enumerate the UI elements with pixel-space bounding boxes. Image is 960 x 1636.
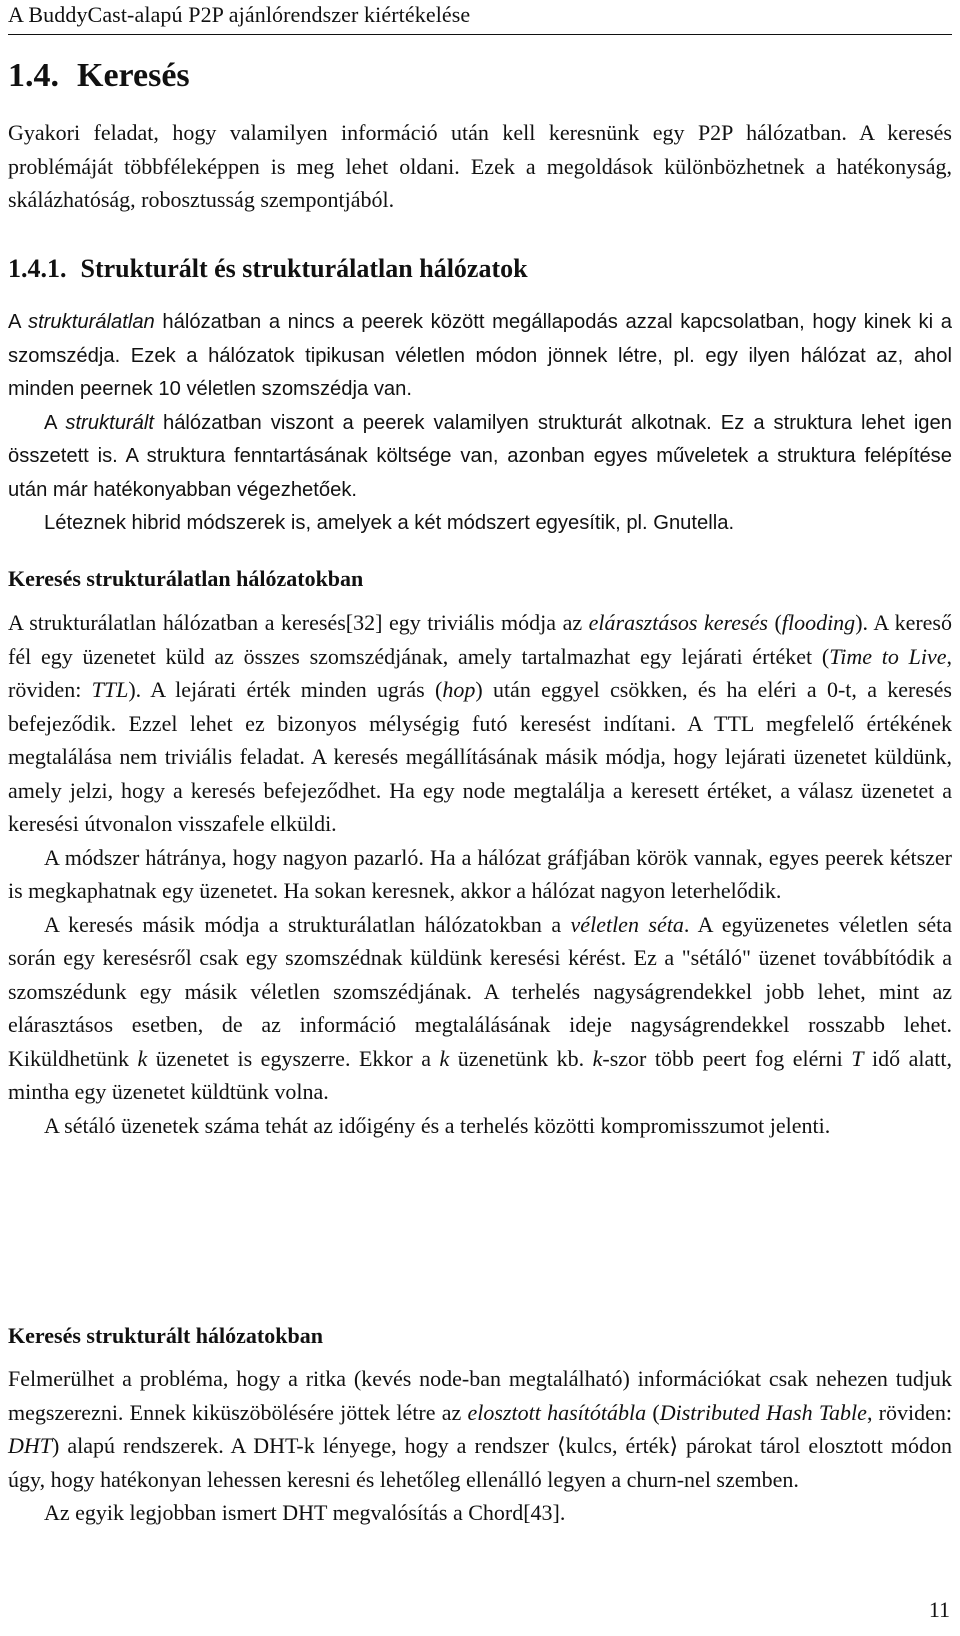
heading-structured-search: Keresés strukturált hálózatokban: [8, 1323, 323, 1348]
emphasis: hop: [442, 677, 476, 702]
section-intro: [8, 116, 952, 217]
emphasis: TTL: [91, 677, 129, 702]
document-page: [8, 0, 952, 1636]
emphasis: elárasztásos keresés: [588, 610, 768, 635]
section-title-text: Keresés: [77, 57, 190, 94]
emphasis: DHT: [8, 1433, 53, 1458]
math-symbol: k: [592, 1045, 603, 1071]
running-header: A BuddyCast-alapú P2P ajánlórendszer kiértékelése: [8, 2, 471, 27]
unstructured-search-body: [8, 606, 952, 1142]
text-run: A: [8, 311, 28, 333]
math-symbol: k: [439, 1045, 450, 1071]
emphasis: flooding: [781, 610, 856, 635]
paragraph-drawback: A módszer hátránya, hogy nagyon pazarló. Ha a hálózat gráfjában körök vannak, egyes peerek kétszer is megkaphatnak egy üzenetet. Ha sokan keresnek, akkor a hálózat nagyon leterhelődik.: [8, 844, 952, 903]
emphasis: Distributed Hash Table: [659, 1399, 867, 1425]
text-run: , röviden:: [866, 1399, 952, 1425]
text-run: A strukturálatlan hálózatban a keresés[32] egy triviális módja az: [8, 610, 589, 635]
paragraph-flooding: [8, 606, 952, 841]
text-run: ). A kereső fél egy üzenetet küld az összes szomszédjának, amely tartalmazhat egy lejárati értéket (: [8, 610, 952, 669]
text-run: idő alatt, mintha egy üzenetet küldtünk volna.: [8, 1045, 953, 1104]
subsection-title: [8, 253, 528, 285]
text-run: . A együzenetes véletlen séta során egy keresésről csak egy szomszédnak küldünk keresési kérést. Ez a "sétáló" üzenet továbbítódik a szomszédunk egy másik véletlen szomszédjának. A terhelés nagyságrendekkel jobb lehet, mint az elárasztásos esetben, de az információ megtalálásának ideje nagyságrendekkel rosszabb lehet. Kiküldhetünk: [8, 911, 952, 1071]
emphasis: Time to Live: [829, 643, 947, 669]
structured-search-body: [8, 1362, 952, 1530]
text-run: , röviden:: [8, 643, 953, 702]
paragraph-hybrid: Léteznek hibrid módszerek is, amelyek a két módszert egyesítik, pl. Gnutella.: [44, 512, 735, 534]
paragraph-dht: [8, 1362, 952, 1496]
section-title: [8, 56, 190, 96]
paragraph-chord: Az egyik legjobban ismert DHT megvalósítás a Chord[43].: [44, 1500, 566, 1525]
text-run: ) alapú rendszerek. A DHT-k lényege, hogy a rendszer ⟨kulcs, érték⟩ párokat tárol elosztott módon úgy, hogy hatékonyan lehessen keresni és lehetőleg ellenálló legyen a churn-nel szemben.: [8, 1433, 952, 1492]
emphasis: elosztott hasítótábla: [467, 1399, 647, 1425]
paragraph-structured: [8, 407, 952, 508]
emphasis: strukturálatlan: [27, 311, 155, 333]
page-number: 11: [928, 1597, 950, 1622]
text-run: hálózatban viszont a peerek valamilyen strukturát alkotnak. Ez a struktura lehet igen összetett is. A struktura fenntartásának költsége van, azonban egyes műveletek a struktura felépítése után már hatékonyabban végezhetőek.: [8, 411, 952, 501]
text-run: A keresés másik módja a strukturálatlan hálózatokban a: [44, 911, 571, 937]
text-run: ). A lejárati érték minden ugrás (: [128, 677, 443, 702]
paragraph-random-walk: [8, 908, 952, 1109]
math-symbol: T: [851, 1045, 864, 1071]
text-run: üzenetünk kb.: [449, 1045, 593, 1071]
emphasis: strukturált: [65, 411, 154, 434]
text-run: (: [767, 610, 782, 635]
header-rule: [8, 34, 952, 35]
text-run: -szor több peert fog elérni: [602, 1045, 852, 1071]
text-run: (: [646, 1399, 660, 1425]
subsection-body: [8, 306, 952, 541]
subsection-number: 1.4.1.: [8, 254, 67, 283]
math-symbol: k: [137, 1045, 148, 1071]
text-run: Felmerülhet a probléma, hogy a ritka (kevés node-ban megtalálható) információkat csak nehezen tudjuk megszerezni. Ennek kiküszöbölésére jöttek létre az: [8, 1366, 952, 1425]
text-run: A: [44, 411, 66, 434]
text-run: ) után eggyel csökken, és ha eléri a 0-t, a keresés befejeződik. Ezzel lehet ez bizonyos mélységig futó keresést indítani. A TTL megfelelő értékének megtalálása nem triviális feladat. A keresés megállításának másik módja, hogy lejárati üzenetet küldünk, amely jelzi, hogy a keresés befejeződhet. Ha egy node megtalálja a keresett értéket, a válasz üzenetet a keresési útvonalon visszafele elküldi.: [8, 677, 952, 836]
emphasis: véletlen séta: [570, 911, 684, 937]
section-number: 1.4.: [8, 57, 59, 94]
intro-paragraph: Gyakori feladat, hogy valamilyen információ után kell keresnünk egy P2P hálózatban. A keresés problémáját többféleképpen is meg lehet oldani. Ezek a megoldások különbözhetnek a hatékonyság, skálázhatóság, robosztusság szempontjából.: [8, 120, 952, 212]
paragraph-unstructured: [8, 306, 952, 407]
subsection-title-text: Strukturált és strukturálatlan hálózatok: [80, 254, 528, 283]
text-run: üzenetet is egyszerre. Ekkor a: [147, 1045, 440, 1071]
paragraph-tradeoff: A sétáló üzenetek száma tehát az időigény és a terhelés közötti kompromisszumot jelenti.: [44, 1112, 831, 1138]
heading-unstructured-search: Keresés strukturálatlan hálózatokban: [8, 566, 364, 591]
text-run: hálózatban a nincs a peerek között megállapodás azzal kapcsolatban, hogy kinek ki a szomszédja. Ezek a hálózatok tipikusan véletlen módon jönnek létre, pl. egy ilyen hálózat az, ahol minden peernek 10 véletlen szomszédja van.: [8, 311, 952, 400]
